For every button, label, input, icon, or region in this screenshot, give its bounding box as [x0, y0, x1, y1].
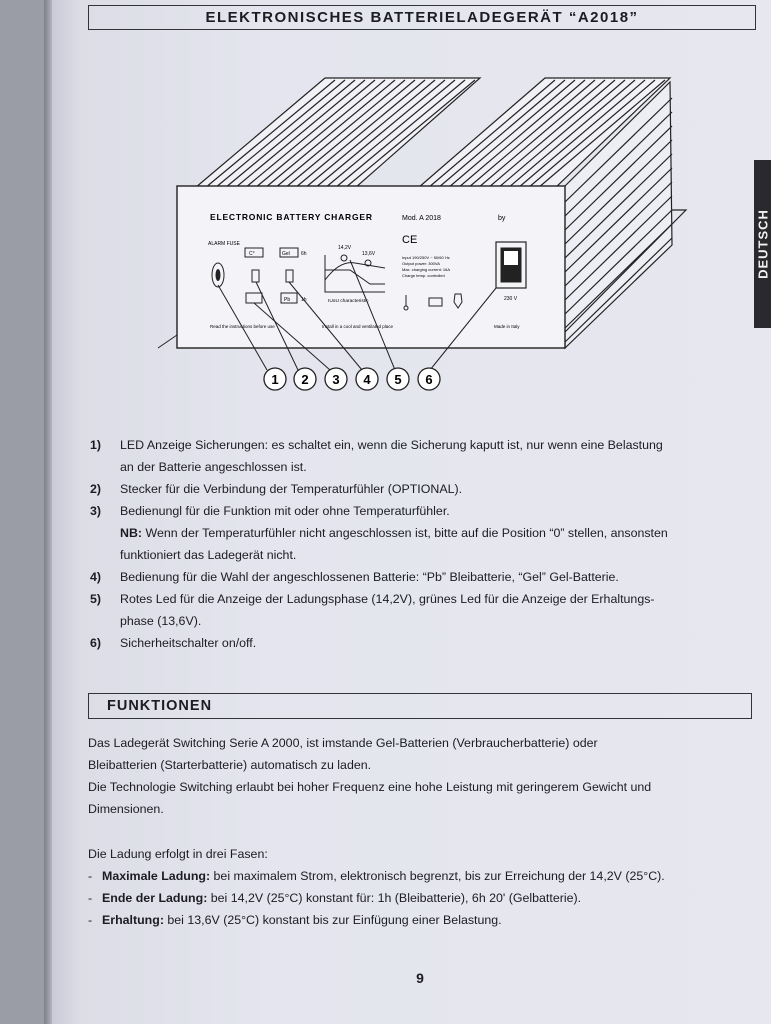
list-item — [90, 500, 755, 566]
panel-footer-right: Made in Italy — [494, 324, 520, 329]
callout-4-label: 4 — [363, 372, 371, 387]
paragraph-line: Dimensionen. — [88, 802, 164, 816]
ce-mark: CE — [402, 234, 418, 246]
list-item-line: LED Anzeige Sicherungen: es schaltet ein, wenn die Sicherung kaputt ist, nur wenn eine Belastung — [120, 438, 663, 452]
language-tab-label: DEUTSCH — [755, 209, 770, 279]
charger-diagram — [150, 70, 710, 400]
callout-5 — [387, 368, 409, 390]
panel-title: ELECTRONIC BATTERY CHARGER — [210, 212, 373, 222]
bullet-dash: - — [88, 913, 93, 927]
paragraph-line: Das Ladegerät Switching Serie A 2000, ist imstande Gel-Batterien (Verbraucherbatterie) oder — [88, 736, 598, 750]
nb-label: NB: — [120, 526, 143, 540]
gel-label: Gel — [282, 251, 290, 257]
led-voltage-1: 14,2V — [338, 245, 352, 251]
phase-text: bei 14,2V (25°C) konstant für: 1h (Bleibatterie), 6h 20' (Gelbatterie). — [207, 891, 582, 905]
phases-list — [88, 865, 753, 931]
panel-model: Mod. A 2018 — [402, 215, 441, 222]
phase-text: bei 13,6V (25°C) konstant bis zur Einfügung einer Belastung. — [163, 913, 502, 927]
list-item-text — [120, 434, 755, 478]
callout-6-label: 6 — [425, 372, 433, 387]
phase-label: Maximale Ladung: — [102, 869, 211, 883]
list-item-line: Bedienungl für die Funktion mit oder ohne Temperaturfühler. — [120, 504, 450, 518]
list-item-number: 3) — [90, 504, 102, 518]
nb-text: Wenn der Temperaturfühler nicht angeschlossen ist, bitte auf die Position “0” stellen, ansonsten — [142, 526, 668, 540]
list-item — [90, 566, 755, 588]
paragraph-line: Bleibatterien (Starterbatterie) automatisch zu laden. — [88, 758, 372, 772]
list-item — [90, 434, 755, 478]
section-title: FUNKTIONEN — [88, 693, 752, 719]
list-item-text: Sicherheitschalter on/off. — [120, 636, 257, 650]
phase-item — [88, 909, 753, 931]
language-tab — [754, 160, 771, 328]
spec-line-2: Output power: 300VA — [402, 261, 440, 266]
pb-label: Pb — [284, 297, 291, 303]
bullet-dash: - — [88, 891, 93, 905]
phase-label: Erhaltung: — [102, 913, 164, 927]
page-number: 9 — [416, 970, 424, 986]
power-switch-icon — [496, 242, 526, 288]
gel-time: 6h — [301, 251, 307, 257]
pb-time: 1h — [301, 297, 307, 303]
functions-paragraph — [88, 732, 753, 820]
callout-3-label: 3 — [332, 372, 340, 387]
panel-footer-left: Read the instructions before use — [210, 324, 275, 329]
list-item-text: Bedienung für die Wahl der angeschlossenen Batterie: “Pb” Bleibatterie, “Gel” Gel-Batterie. — [120, 570, 619, 584]
callout-6 — [418, 368, 440, 390]
list-item — [90, 632, 755, 654]
paragraph-line: Die Technologie Switching erlaubt bei hoher Frequenz eine hohe Leistung mit geringerem Gewicht und — [88, 780, 652, 794]
curve-label: IUoU characteristic — [328, 299, 369, 304]
list-item-number: 6) — [90, 636, 102, 650]
bullet-dash: - — [88, 869, 93, 883]
spec-line-1: Input 190/250V ~ 50/60 Hz — [402, 255, 450, 260]
led-voltage-2: 13,6V — [362, 251, 376, 257]
callout-4 — [356, 368, 378, 390]
page-title: ELEKTRONISCHES BATTERIELADEGERÄT “A2018” — [88, 5, 756, 30]
switch-voltage-label: 230 V — [504, 296, 518, 302]
callout-3 — [325, 368, 347, 390]
phases-paragraph — [88, 843, 753, 865]
callout-2 — [294, 368, 316, 390]
spec-line-3: Max. charging current: 16A — [402, 267, 451, 272]
callout-2-label: 2 — [301, 372, 309, 387]
list-item-text: Stecker für die Verbindung der Temperaturfühler (OPTIONAL). — [120, 482, 463, 496]
nb-text: funktioniert das Ladegerät nicht. — [120, 548, 297, 562]
component-list — [90, 434, 755, 654]
phases-intro: Die Ladung erfolgt in drei Fasen: — [88, 847, 268, 861]
list-item-number: 4) — [90, 570, 102, 584]
list-item-text — [120, 588, 755, 632]
phase-item — [88, 865, 753, 887]
callout-1-label: 1 — [271, 372, 279, 387]
phase-label: Ende der Ladung: — [102, 891, 208, 905]
list-item-number: 2) — [90, 482, 102, 496]
list-item — [90, 588, 755, 632]
list-item-number: 1) — [90, 438, 102, 452]
list-item-line: an der Batterie angeschlossen ist. — [120, 460, 307, 474]
list-item-number: 5) — [90, 592, 102, 606]
phase-text: bei maximalem Strom, elektronisch begrenzt, bis zur Erreichung der 14,2V (25°C). — [210, 869, 665, 883]
alarm-fuse-label: ALARM FUSE — [208, 241, 240, 247]
c-label: C° — [249, 251, 255, 257]
list-item-line: Rotes Led für die Anzeige der Ladungsphase (14,2V), grünes Led für die Anzeige der Erhaltungs- — [120, 592, 655, 606]
list-item-text — [120, 500, 755, 566]
panel-footer-mid: Install in a cool and ventilated place — [322, 324, 394, 329]
callout-5-label: 5 — [394, 372, 402, 387]
callout-1 — [264, 368, 286, 390]
panel-brand: by — [498, 215, 506, 222]
list-item — [90, 478, 755, 500]
phase-item — [88, 887, 753, 909]
list-item-line: phase (13,6V). — [120, 614, 202, 628]
spec-line-4: Charge temp. controlled — [402, 273, 445, 278]
